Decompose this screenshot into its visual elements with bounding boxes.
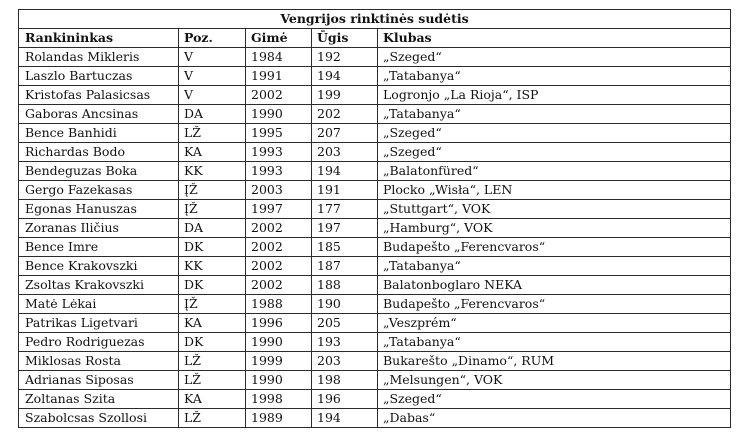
birth-year-cell: 1988 (246, 295, 312, 314)
height-cell: 177 (312, 200, 378, 219)
table-title: Vengrijos rinktinės sudėtis (19, 10, 731, 29)
position-cell: ĮŽ (179, 200, 246, 219)
table-row (19, 124, 731, 143)
birth-year-cell: 1990 (246, 333, 312, 352)
player-name-cell: Matė Lėkai (19, 295, 179, 314)
table-row (19, 352, 731, 371)
birth-year-cell: 1993 (246, 162, 312, 181)
club-cell: „Tatabanya“ (378, 257, 731, 276)
table-row (19, 314, 731, 333)
club-cell: „Szeged“ (378, 48, 731, 67)
club-cell: „Szeged“ (378, 124, 731, 143)
player-name-cell: Bendeguzas Boka (19, 162, 179, 181)
position-cell: ĮŽ (179, 295, 246, 314)
birth-year-cell: 2002 (246, 276, 312, 295)
position-cell: V (179, 86, 246, 105)
position-cell: KA (179, 143, 246, 162)
birth-year-cell: 2002 (246, 238, 312, 257)
table-row (19, 333, 731, 352)
player-name-cell: Pedro Rodriguezas (19, 333, 179, 352)
position-cell: DK (179, 333, 246, 352)
height-cell: 194 (312, 409, 378, 428)
table-row (19, 105, 731, 124)
table-row (19, 276, 731, 295)
position-cell: DA (179, 105, 246, 124)
player-name-cell: Richardas Bodo (19, 143, 179, 162)
club-cell: „Melsungen“, VOK (378, 371, 731, 390)
position-cell: KK (179, 257, 246, 276)
table-row (19, 390, 731, 409)
position-cell: LŽ (179, 124, 246, 143)
table-row (19, 86, 731, 105)
position-cell: KK (179, 162, 246, 181)
birth-year-cell: 2002 (246, 219, 312, 238)
birth-year-cell: 1989 (246, 409, 312, 428)
table-row (19, 219, 731, 238)
position-cell: V (179, 67, 246, 86)
table-row (19, 200, 731, 219)
position-cell: KA (179, 314, 246, 333)
player-name-cell: Zoranas Iličius (19, 219, 179, 238)
player-name-cell: Bence Krakovszki (19, 257, 179, 276)
club-cell: „Hamburg“, VOK (378, 219, 731, 238)
birth-year-cell: 1995 (246, 124, 312, 143)
birth-year-cell: 1990 (246, 105, 312, 124)
height-cell: 199 (312, 86, 378, 105)
height-cell: 205 (312, 314, 378, 333)
birth-year-cell: 1984 (246, 48, 312, 67)
birth-year-cell: 2002 (246, 257, 312, 276)
table-row (19, 48, 731, 67)
position-cell: DK (179, 238, 246, 257)
height-cell: 202 (312, 105, 378, 124)
club-cell: Budapešto „Ferencvaros“ (378, 295, 731, 314)
club-cell: Budapešto „Ferencvaros“ (378, 238, 731, 257)
player-name-cell: Zoltanas Szita (19, 390, 179, 409)
height-cell: 185 (312, 238, 378, 257)
table-row (19, 67, 731, 86)
table-row (19, 409, 731, 428)
club-cell: Balatonboglaro NEKA (378, 276, 731, 295)
birth-year-cell: 1998 (246, 390, 312, 409)
roster-table (18, 9, 731, 428)
table-row (19, 181, 731, 200)
player-name-cell: Patrikas Ligetvari (19, 314, 179, 333)
club-cell: „Balatonfüred“ (378, 162, 731, 181)
roster-document (18, 9, 730, 428)
birth-year-cell: 2002 (246, 86, 312, 105)
height-cell: 198 (312, 371, 378, 390)
birth-year-cell: 1996 (246, 314, 312, 333)
table-row (19, 238, 731, 257)
height-cell: 207 (312, 124, 378, 143)
header-club: Klubas (378, 29, 731, 48)
club-cell: Bukarešto „Dinamo“, RUM (378, 352, 731, 371)
player-name-cell: Laszlo Bartuczas (19, 67, 179, 86)
position-cell: DK (179, 276, 246, 295)
player-name-cell: Bence Banhidi (19, 124, 179, 143)
header-position: Poz. (179, 29, 246, 48)
club-cell: Logronjo „La Rioja“, ISP (378, 86, 731, 105)
table-row (19, 162, 731, 181)
birth-year-cell: 2003 (246, 181, 312, 200)
club-cell: Plocko „Wisła“, LEN (378, 181, 731, 200)
club-cell: „Szeged“ (378, 390, 731, 409)
header-born: Gimė (246, 29, 312, 48)
player-name-cell: Gergo Fazekasas (19, 181, 179, 200)
player-name-cell: Kristofas Palasicsas (19, 86, 179, 105)
height-cell: 197 (312, 219, 378, 238)
height-cell: 192 (312, 48, 378, 67)
table-row (19, 257, 731, 276)
birth-year-cell: 1997 (246, 200, 312, 219)
position-cell: LŽ (179, 352, 246, 371)
birth-year-cell: 1991 (246, 67, 312, 86)
height-cell: 190 (312, 295, 378, 314)
height-cell: 191 (312, 181, 378, 200)
height-cell: 193 (312, 333, 378, 352)
club-cell: „Tatabanya“ (378, 67, 731, 86)
player-name-cell: Gaboras Ancsinas (19, 105, 179, 124)
club-cell: „Tatabanya“ (378, 333, 731, 352)
header-row (19, 29, 731, 48)
club-cell: „Veszprém“ (378, 314, 731, 333)
player-name-cell: Rolandas Mikleris (19, 48, 179, 67)
birth-year-cell: 1993 (246, 143, 312, 162)
position-cell: DA (179, 219, 246, 238)
player-name-cell: Szabolcsas Szollosi (19, 409, 179, 428)
player-name-cell: Bence Imre (19, 238, 179, 257)
player-name-cell: Miklosas Rosta (19, 352, 179, 371)
player-name-cell: Adrianas Siposas (19, 371, 179, 390)
position-cell: LŽ (179, 371, 246, 390)
table-row (19, 371, 731, 390)
position-cell: KA (179, 390, 246, 409)
height-cell: 188 (312, 276, 378, 295)
title-row (19, 10, 731, 29)
height-cell: 187 (312, 257, 378, 276)
roster-body (19, 48, 731, 428)
birth-year-cell: 1990 (246, 371, 312, 390)
position-cell: LŽ (179, 409, 246, 428)
header-height: Ūgis (312, 29, 378, 48)
birth-year-cell: 1999 (246, 352, 312, 371)
position-cell: ĮŽ (179, 181, 246, 200)
height-cell: 203 (312, 352, 378, 371)
club-cell: „Tatabanya“ (378, 105, 731, 124)
player-name-cell: Egonas Hanuszas (19, 200, 179, 219)
club-cell: „Stuttgart“, VOK (378, 200, 731, 219)
height-cell: 196 (312, 390, 378, 409)
club-cell: „Szeged“ (378, 143, 731, 162)
height-cell: 203 (312, 143, 378, 162)
table-row (19, 295, 731, 314)
position-cell: V (179, 48, 246, 67)
header-name: Rankininkas (19, 29, 179, 48)
height-cell: 194 (312, 67, 378, 86)
height-cell: 194 (312, 162, 378, 181)
table-row (19, 143, 731, 162)
player-name-cell: Zsoltas Krakovszki (19, 276, 179, 295)
club-cell: „Dabas“ (378, 409, 731, 428)
